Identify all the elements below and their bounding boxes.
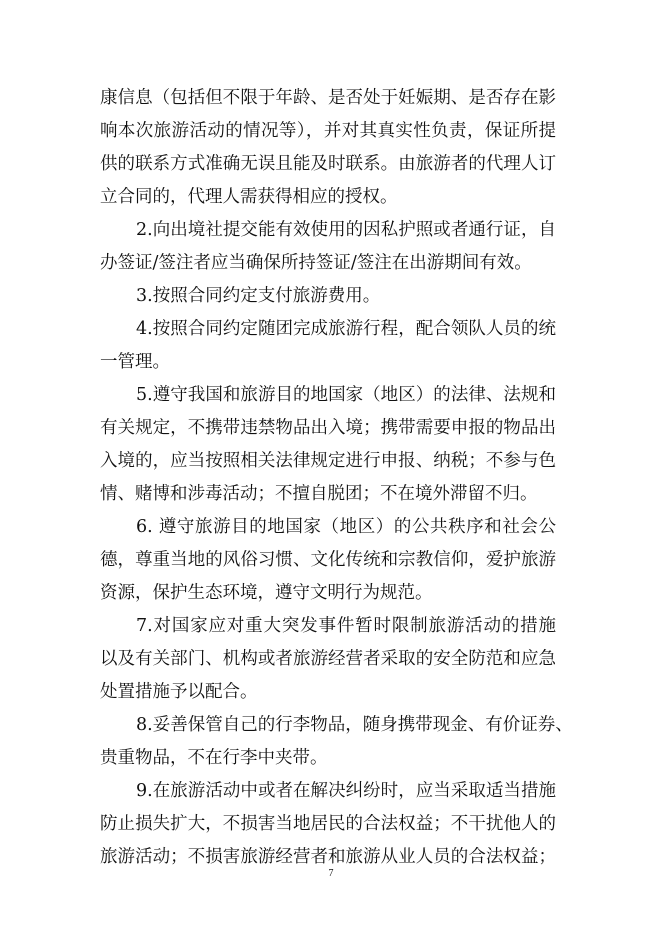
text-line: 响本次旅游活动的情况等），并对其真实性负责，保证所提 bbox=[100, 121, 556, 141]
text-line: 立合同的，代理人需获得相应的授权。 bbox=[100, 187, 398, 207]
text-line: 旅游活动；不损害旅游经营者和旅游从业人员的合法权益； bbox=[100, 847, 556, 867]
text-line: 5.遵守我国和旅游目的地国家（地区）的法律、法规和 bbox=[136, 385, 556, 405]
text-line: 防止损失扩大，不损害当地居民的合法权益；不干扰他人的 bbox=[100, 814, 556, 834]
text-line: 情、赌博和涉毒活动；不擅自脱团；不在境外滞留不归。 bbox=[100, 484, 538, 504]
text-line: 一管理。 bbox=[100, 352, 170, 372]
page-number: 7 bbox=[328, 868, 334, 879]
text-line: 以及有关部门、机构或者旅游经营者采取的安全防范和应急 bbox=[100, 649, 556, 669]
text-line: 7.对国家应对重大突发事件暂时限制旅游活动的措施 bbox=[136, 616, 556, 636]
text-line: 3.按照合同约定支付旅游费用。 bbox=[136, 286, 381, 306]
text-line: 供的联系方式准确无误且能及时联系。由旅游者的代理人订 bbox=[100, 154, 556, 174]
text-line: 德，尊重当地的风俗习惯、文化传统和宗教信仰，爱护旅游 bbox=[100, 550, 556, 570]
text-line: 8.妥善保管自己的行李物品，随身携带现金、有价证券、 bbox=[136, 715, 573, 735]
text-line: 处置措施予以配合。 bbox=[100, 682, 258, 702]
text-line: 有关规定，不携带违禁物品出入境；携带需要申报的物品出 bbox=[100, 418, 556, 438]
text-line: 6. 遵守旅游目的地国家（地区）的公共秩序和社会公 bbox=[136, 517, 556, 537]
text-line: 入境的，应当按照相关法律规定进行申报、纳税；不参与色 bbox=[100, 451, 556, 471]
text-line: 办签证/签注者应当确保所持签证/签注在出游期间有效。 bbox=[100, 253, 532, 273]
text-line: 9.在旅游活动中或者在解决纠纷时，应当采取适当措施 bbox=[136, 781, 556, 801]
text-line: 资源，保护生态环境，遵守文明行为规范。 bbox=[100, 583, 433, 603]
text-line: 贵重物品，不在行李中夹带。 bbox=[100, 748, 328, 768]
text-line: 康信息（包括但不限于年龄、是否处于妊娠期、是否存在影 bbox=[100, 88, 556, 108]
text-line: 4.按照合同约定随团完成旅游行程，配合领队人员的统 bbox=[136, 319, 556, 339]
text-line: 2.向出境社提交能有效使用的因私护照或者通行证，自 bbox=[136, 220, 556, 240]
